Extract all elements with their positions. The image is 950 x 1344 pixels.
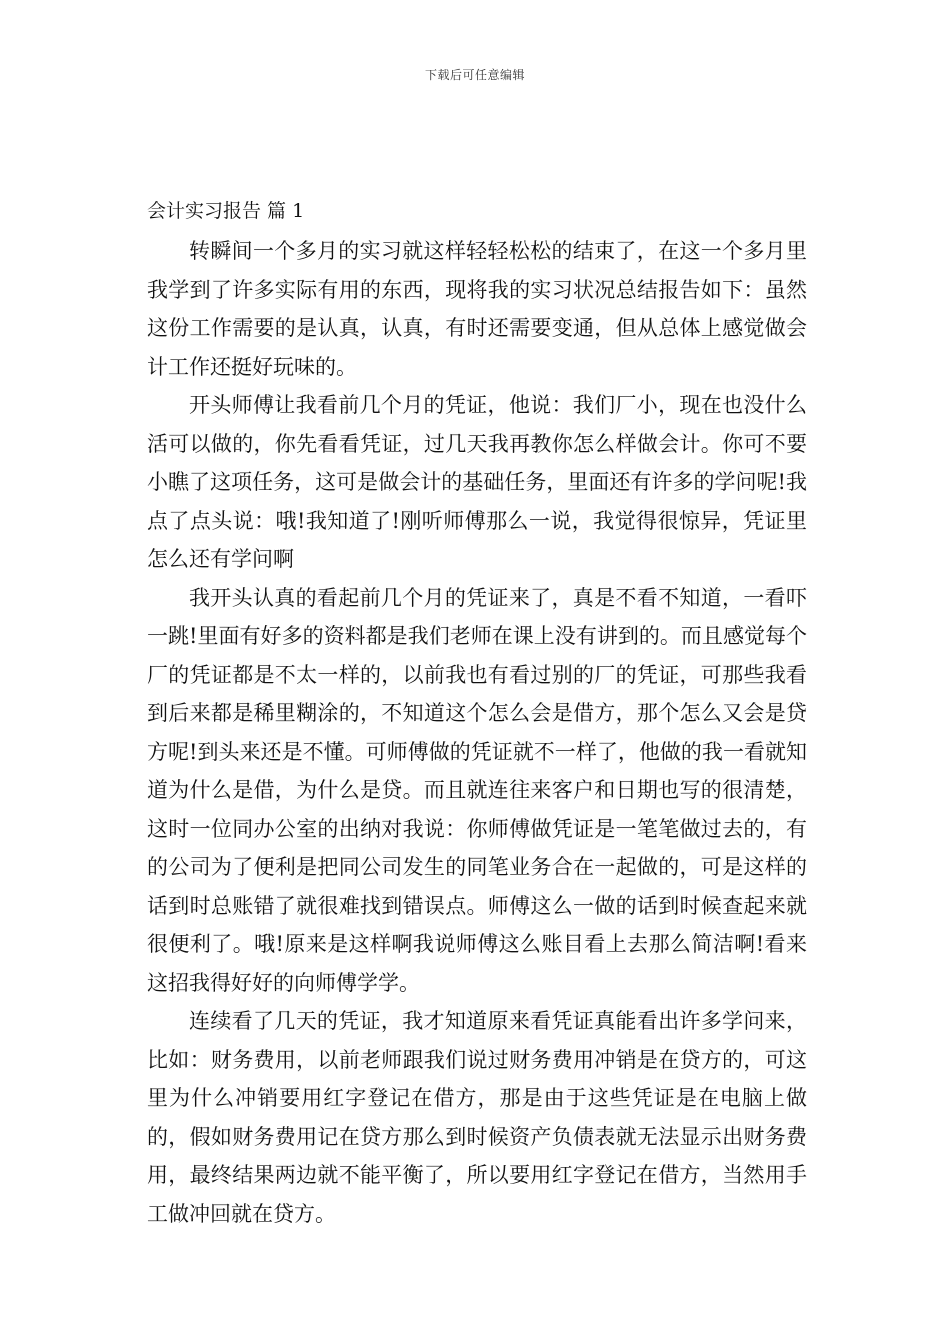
paragraph-4: 连续看了几天的凭证，我才知道原来看凭证真能看出许多学问来，比如：财务费用，以前老师跟我们说过财务费用冲销是在贷方的，可这里为什么冲销要用红字登记在借方，那是由于这些凭证是在电脑上做的，假如财务费用记在贷方那么到时候资产负债表就无法显示出财务费用，最终结果两边就不能平衡了，所以要用红字登记在借方，当然用手工做冲回就在贷方。 bbox=[147, 1009, 807, 1226]
paragraph-2: 开头师傅让我看前几个月的凭证，他说：我们厂小，现在也没什么活可以做的，你先看看凭证，过几天我再教你怎么样做会计。你可不要小瞧了这项任务，这可是做会计的基础任务，里面还有许多的学问呢!我点了点头说：哦!我知道了!刚听师傅那么一说，我觉得很惊异，凭证里怎么还有学问啊 bbox=[147, 393, 807, 571]
header-note: 下载后可任意编辑 bbox=[424, 68, 525, 82]
paragraph-3: 我开头认真的看起前几个月的凭证来了，真是不看不知道，一看吓一跳!里面有好多的资料都是我们老师在课上没有讲到的。而且感觉每个厂的凭证都是不太一样的，以前我也有看过别的厂的凭证，可那些我看到后来都是稀里糊涂的，不知道这个怎么会是借方，那个怎么又会是贷方呢!到头来还是不懂。可师傅做的凭证就不一样了，他做的我一看就知道为什么是借，为什么是贷。而且就连往来客户和日期也写的很清楚，这时一位同办公室的出纳对我说：你师傅做凭证是一笔笔做过去的，有的公司为了便利是把同公司发生的同笔业务合在一起做的，可是这样的话到时总账错了就很难找到错误点。师傅这么一做的话到时候查起来就很便利了。哦!原来是这样啊我说师傅这么账目看上去那么简洁啊!看来这招我得好好的向师傅学学。 bbox=[147, 585, 807, 995]
document-title: 会计实习报告 篇 1 bbox=[147, 200, 305, 222]
document-body bbox=[147, 194, 807, 1233]
paragraph-1: 转瞬间一个多月的实习就这样轻轻松松的结束了，在这一个多月里我学到了许多实际有用的东西，现将我的实习状况总结报告如下：虽然这份工作需要的是认真，认真，有时还需要变通，但从总体上感觉做会计工作还挺好玩味的。 bbox=[147, 239, 807, 379]
